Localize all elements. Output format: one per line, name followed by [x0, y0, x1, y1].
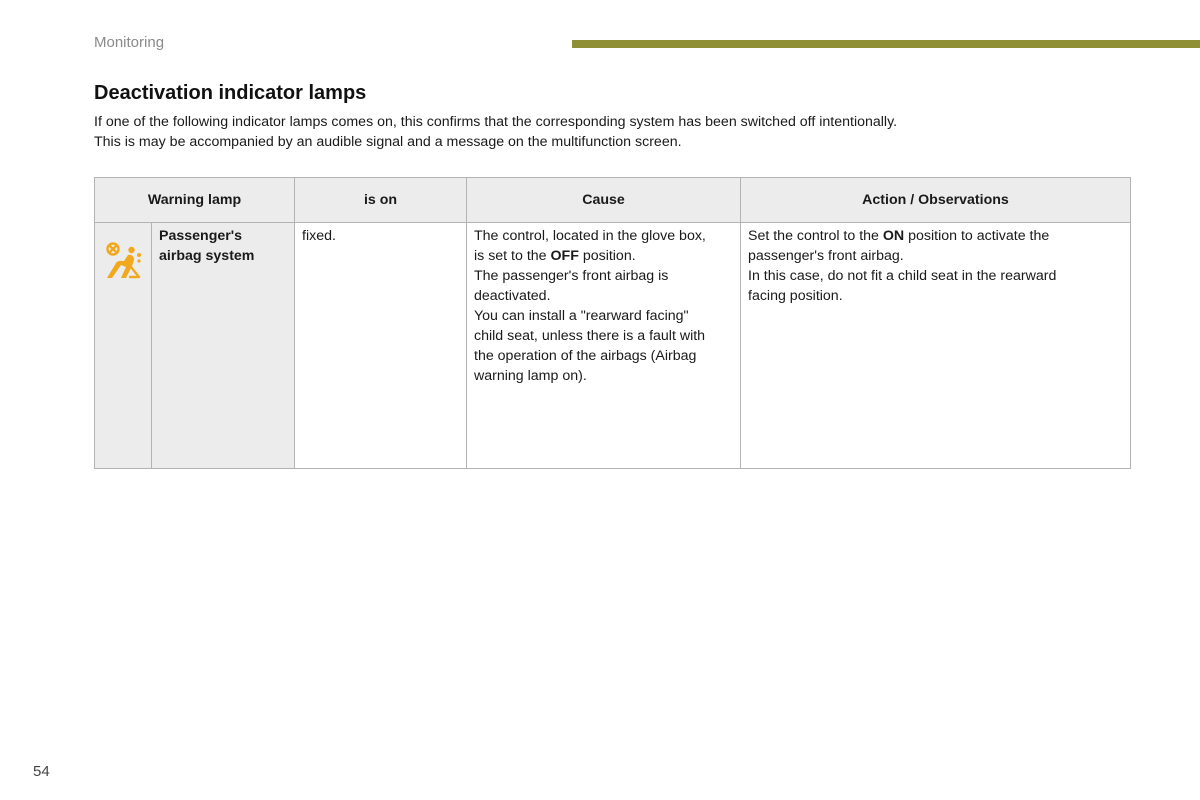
cause-line: deactivated. [474, 288, 551, 304]
lamp-icon-cell [95, 223, 152, 469]
cause-cell [467, 223, 741, 469]
intro-paragraph-1: If one of the following indicator lamps comes on, this confirms that the corresponding system has been switched off intentionally. [94, 114, 898, 130]
intro-paragraph-2: This is may be accompanied by an audible signal and a message on the multifunction screen. [94, 134, 682, 150]
cause-line: the operation of the airbags (Airbag [474, 348, 697, 364]
action-line: In this case, do not fit a child seat in the rearward [748, 268, 1057, 284]
action-line: Set the control to the [748, 228, 883, 244]
is-on-cell: fixed. [295, 223, 467, 469]
cause-line: You can install a "rearward facing" [474, 308, 689, 324]
page-number: 54 [33, 763, 50, 780]
cause-line: warning lamp on). [474, 368, 587, 384]
table-header-row [95, 178, 1131, 223]
header-warning-lamp: Warning lamp [95, 178, 295, 223]
intro-text [94, 112, 1134, 152]
off-keyword: OFF [550, 248, 579, 264]
header-accent-bar [572, 40, 1200, 48]
cause-line: is set to the [474, 248, 551, 264]
lamp-name-line-2: airbag system [159, 248, 255, 264]
action-cell [741, 223, 1131, 469]
indicator-lamps-table [94, 177, 1131, 469]
header-action: Action / Observations [741, 178, 1131, 223]
cause-line: position. [578, 248, 636, 264]
section-label: Monitoring [94, 34, 165, 51]
lamp-name-line-1: Passenger's [159, 228, 243, 244]
lamp-name-cell [152, 223, 295, 469]
cause-line: The control, located in the glove box, [474, 228, 706, 244]
action-line: position to activate the [904, 228, 1050, 244]
on-keyword: ON [882, 228, 905, 244]
action-line: facing position. [748, 288, 843, 304]
header-cause: Cause [467, 178, 741, 223]
page-title: Deactivation indicator lamps [94, 82, 367, 104]
header-is-on: is on [295, 178, 467, 223]
cause-line: child seat, unless there is a fault with [474, 328, 706, 344]
table-row [95, 223, 1131, 469]
action-line: passenger's front airbag. [748, 248, 904, 264]
passenger-airbag-off-icon [101, 241, 145, 281]
cause-line: The passenger's front airbag is [474, 268, 669, 284]
